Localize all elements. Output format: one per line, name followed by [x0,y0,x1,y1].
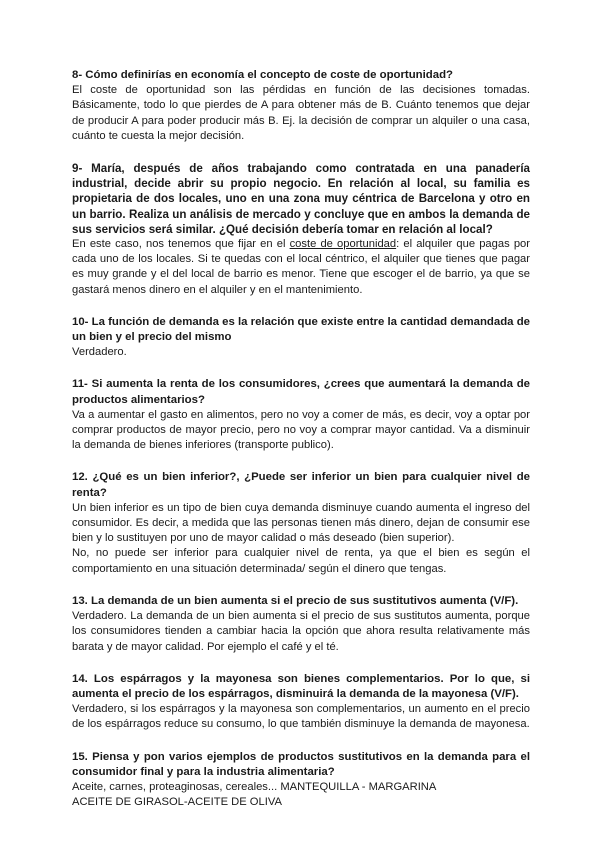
question-12: 12. ¿Qué es un bien inferior?, ¿Puede ser inferior un bien para cualquier nivel de renta? [72,471,530,499]
question-13: 13. La demanda de un bien aumenta si el precio de sus sustitutivos aumenta (V/F). [72,594,519,607]
answer-paragraph: Va a aumentar el gasto en alimentos, pero no voy a comer de más, es decir, voy a optar por comprar productos de mayor precio, pero no voy a comprar mayor cantidad. Va a disminuir la demanda de bienes inferiores (transporte publico). [72,408,530,452]
answer-paragraph: Verdadero. La demanda de un bien aumenta si el precio de sus sustitutos aumenta, porque los consumidores tienden a cambiar hacia la opción que ahora resulta relativamente más barata y de mayor calidad. Por ejemplo el café y el té. [72,610,530,653]
answer-paragraph [72,237,530,298]
answer-11 [72,408,530,454]
answer-text: : el alquiler que pagas por cada uno de los locales. Si te quedas con el local céntrico, el alquiler que tienes que pagar es muy grande y el del local de barrio es menor. Tiene que escoger el de barrio, ya que se gastará menos dinero en el alquiler y en el mantenimiento. [72,238,530,296]
answer-13 [72,609,530,655]
question-10: 10- La función de demanda es la relación que existe entre la cantidad demandada de un bien y el precio del mismo [72,315,530,344]
question-block-14 [72,672,530,733]
question-block-13 [72,594,530,655]
question-block-11 [72,377,530,453]
answer-9 [72,237,530,298]
answer-14 [72,702,530,732]
answer-paragraph: Verdadero, si los espárragos y la mayonesa son complementarios, un aumento en el precio de los espárragos reduce su consumo, lo que también disminuye la demanda de mayonesa. [72,703,530,731]
question-15: 15. Piensa y pon varios ejemplos de productos sustitutivos en la demanda para el consumidor final y para la industria alimentaria? [72,750,530,778]
answer-8 [72,83,530,144]
answer-paragraph: No, no puede ser inferior para cualquier nivel de renta, ya que el bien es según el comportamiento en una situación determinada/ según el dinero que tengas. [72,547,530,575]
question-14: 14. Los espárragos y la mayonesa son bienes complementarios. Por lo que, si aumenta el precio de los espárragos, disminuirá la demanda de la mayonesa (V/F). [72,672,530,700]
answer-paragraph: ACEITE DE GIRASOL-ACEITE DE OLIVA [72,796,282,809]
answer-paragraph: Un bien inferior es un tipo de bien cuya demanda disminuye cuando aumenta el ingreso del consumidor. Es decir, a medida que las personas tienen más dinero, dejan de consumir ese bien y lo sustituyen por uno de mayor calidad o más deseado (bien superior). [72,501,530,545]
question-9: 9- María, después de años trabajando como contratada en una panadería industrial, decide abrir su propio negocio. En relación al local, su familia es propietaria de dos locales, uno en una zona muy céntrica de Barcelona y otro en un barrio. Realiza un análisis de mercado y concluye que en ambos la demanda de sus servicios será similar. ¿Qué decisión debería tomar en relación al local? [72,162,530,236]
answer-15 [72,780,530,810]
question-11: 11- Si aumenta la renta de los consumidores, ¿crees que aumentará la demanda de productos alimentarios? [72,378,530,406]
answer-text: En este caso, nos tenemos que fijar en el [72,238,290,251]
answer-12 [72,501,530,577]
answer-paragraph: Aceite, carnes, proteaginosas, cereales... MANTEQUILLA - MARGARINA [72,780,437,793]
underlined-term: coste de oportunidad [289,238,397,251]
question-block-15 [72,750,530,811]
question-block-10 [72,315,530,361]
question-block-9 [72,161,530,298]
document-page [72,68,530,827]
question-8: 8- Cómo definirías en economía el concepto de coste de oportunidad? [72,69,454,81]
question-block-8 [72,68,530,144]
answer-paragraph: El coste de oportunidad son las pérdidas en función de las decisiones tomadas. Básicamente, todo lo que pierdes de A para obtener más de B. Cuánto tenemos que dejar de producir A para poder producir más B. Ej. la decisión de comprar un alquiler o una casa, cuánto te cuesta la mejor decisión. [72,84,530,142]
question-block-12 [72,470,530,576]
answer-10 [72,345,530,360]
answer-paragraph: Verdadero. [72,346,127,359]
